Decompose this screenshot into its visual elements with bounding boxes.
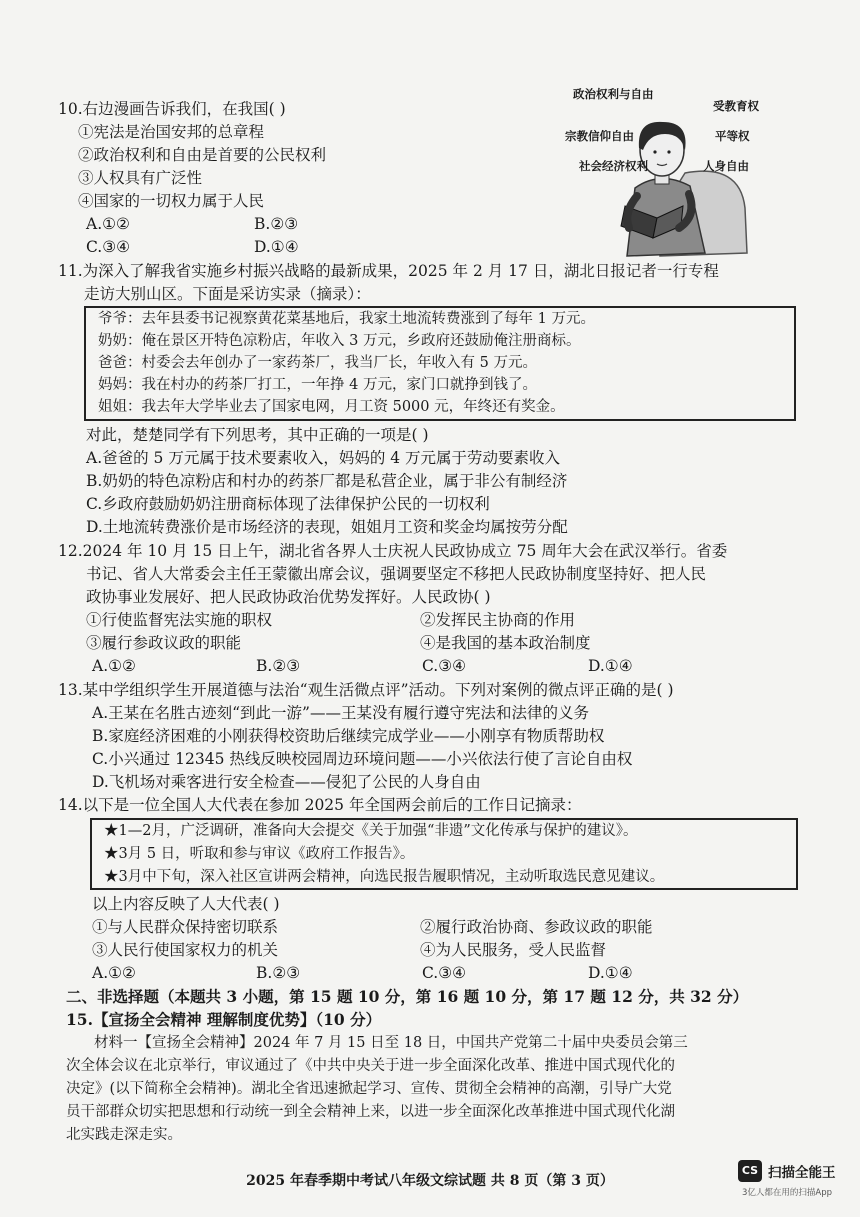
q11-question: 对此，楚楚同学有下列思考，其中正确的一项是( ) — [86, 426, 429, 444]
q11-option-a: A.爸爸的 5 万元属于技术要素收入，妈妈的 4 万元属于劳动要素收入 — [86, 449, 561, 467]
q15-material-line: 员干部群众切实把思想和行动统一到全会精神上来，以进一步全面深化改革推进中国式现代化湖 — [66, 1104, 675, 1120]
scanner-watermark — [738, 1160, 853, 1205]
q12-choice-d: D.①④ — [588, 657, 633, 675]
diary-line: ★1—2月，广泛调研，准备向大会提交《关于加强“非遗”文化传承与保护的建议》。 — [104, 823, 638, 839]
q14-question: 以上内容反映了人大代表( ) — [92, 895, 280, 913]
q14-choice-a: A.①② — [92, 964, 136, 982]
q10-choice-d: D.①④ — [254, 238, 299, 256]
q10-option-1: ①宪法是治国安邦的总章程 — [78, 123, 265, 141]
q14-option-2: ②履行政治协商、参政议政的职能 — [420, 918, 653, 936]
cartoon-label: 宗教信仰自由 — [565, 129, 634, 143]
diary-line: ★3月 5 日，听取和参与审议《政府工作报告》。 — [104, 846, 415, 862]
q12-choice-b: B.②③ — [256, 657, 301, 675]
q15-title: 15.【宣扬全会精神 理解制度优势】（10 分） — [66, 1010, 382, 1029]
q11-option-b: B.奶奶的特色凉粉店和村办的药茶厂都是私营企业，属于非公有制经济 — [86, 472, 568, 490]
q14-choice-c: C.③④ — [422, 964, 467, 982]
q15-material-line: 决定》(以下简称全会精神)。湖北全省迅速掀起学习、宣传、贯彻全会精神的高潮，引导广大党 — [66, 1081, 672, 1097]
q14-diary-box — [90, 818, 798, 890]
section-heading: 二、非选择题（本题共 3 小题，第 15 题 10 分，第 16 题 10 分，第 17 题 12 分，共 32 分） — [66, 987, 749, 1006]
q12-stem-line-1: 12.2024 年 10 月 15 日上午，湖北省各界人士庆祝人民政协成立 75 周年大会在武汉举行。省委 — [58, 542, 728, 560]
q14-option-3: ③人民行使国家权力的机关 — [92, 941, 279, 959]
cartoon-label: 人身自由 — [703, 159, 749, 173]
q14-stem: 14.以下是一位全国人大代表在参加 2025 年全国两会前后的工作日记摘录： — [58, 796, 582, 814]
q14-choice-d: D.①④ — [588, 964, 633, 982]
q11-option-d: D.土地流转费涨价是市场经济的表现，姐姐月工资和奖金均属按劳分配 — [86, 518, 568, 536]
diary-line: ★3月中下旬，深入社区宣讲两会精神，向选民报告履职情况，主动听取选民意见建议。 — [104, 869, 665, 885]
cartoon-label: 平等权 — [715, 129, 750, 143]
q11-interview-box — [84, 306, 796, 421]
q10-option-2: ②政治权利和自由是首要的公民权利 — [78, 146, 327, 164]
interview-line: 妈妈：我在村办的药茶厂打工，一年挣 4 万元，家门口就挣到钱了。 — [98, 377, 537, 393]
q14-option-1: ①与人民群众保持密切联系 — [92, 918, 279, 936]
cartoon-label: 政治权利与自由 — [573, 87, 654, 101]
q13-option-b: B.家庭经济困难的小刚获得校资助后继续完成学业——小刚享有物质帮助权 — [92, 727, 605, 745]
q10-option-4: ④国家的一切权力属于人民 — [78, 192, 265, 210]
q15-material-line: 次全体会议在北京举行，审议通过了《中共中央关于进一步全面深化改革、推进中国式现代化的 — [66, 1058, 675, 1074]
q14-option-4: ④为人民服务，受人民监督 — [420, 941, 607, 959]
q14-choice-b: B.②③ — [256, 964, 301, 982]
q10-choice-c: C.③④ — [86, 238, 131, 256]
q13-option-c: C.小兴通过 12345 热线反映校园周边环境问题——小兴依法行使了言论自由权 — [92, 750, 633, 768]
q10-choice-b: B.②③ — [254, 215, 299, 233]
q13-option-d: D.飞机场对乘客进行安全检查——侵犯了公民的人身自由 — [92, 773, 481, 791]
q12-option-4: ④是我国的基本政治制度 — [420, 634, 591, 652]
q12-option-2: ②发挥民主协商的作用 — [420, 611, 576, 629]
q12-choice-a: A.①② — [92, 657, 136, 675]
q10-stem: 10.右边漫画告诉我们，在我国( ) — [58, 100, 286, 118]
interview-line: 奶奶：俺在景区开特色凉粉店，年收入 3 万元，乡政府还鼓励俺注册商标。 — [98, 333, 581, 349]
q12-stem-line-2: 书记、省人大常委会主任王蒙徽出席会议，强调要坚定不移把人民政协制度坚持好、把人民 — [86, 565, 707, 583]
q10-choice-a: A.①② — [86, 215, 130, 233]
q13-stem: 13.某中学组织学生开展道德与法治“观生活微点评”活动。下列对案例的微点评正确的是( ) — [58, 681, 674, 699]
cartoon-label: 社会经济权利 — [579, 159, 648, 173]
q12-choice-c: C.③④ — [422, 657, 467, 675]
q10-option-3: ③人权具有广泛性 — [78, 169, 203, 187]
interview-line: 爷爷：去年县委书记视察黄花菜基地后，我家土地流转费涨到了每年 1 万元。 — [98, 311, 595, 327]
q15-material-line: 材料一【宣扬全会精神】2024 年 7 月 15 日至 18 日，中国共产党第二十届中央委员会第三 — [94, 1035, 688, 1051]
q15-material-line: 北实践走深走实。 — [66, 1127, 182, 1143]
q11-stem-line-1: 11.为深入了解我省实施乡村振兴战略的最新成果，2025 年 2 月 17 日，湖北日报记者一行专程 — [58, 262, 719, 280]
q11-stem-line-2: 走访大别山区。下面是采访实录（摘录）： — [84, 285, 371, 303]
interview-line: 爸爸：村委会去年创办了一家药茶厂，我当厂长，年收入有 5 万元。 — [98, 355, 537, 371]
q12-option-3: ③履行参政议政的职能 — [86, 634, 242, 652]
cartoon-label: 受教育权 — [713, 99, 759, 113]
camscanner-logo-icon: CS — [738, 1160, 762, 1182]
page-footer: 2025 年春季期中考试八年级文综试题 共 8 页（第 3 页） — [246, 1173, 614, 1189]
q13-option-a: A.王某在名胜古迹刻“到此一游”——王某没有履行遵守宪法和法律的义务 — [92, 704, 589, 722]
watermark-tagline: 3亿人都在用的扫描App — [742, 1188, 833, 1198]
q12-stem-line-3: 政协事业发展好、把人民政协政治优势发挥好。人民政协( ) — [86, 588, 491, 606]
rights-cartoon — [565, 78, 765, 268]
watermark-brand: 扫描全能王 — [768, 1165, 836, 1181]
q11-option-c: C.乡政府鼓励奶奶注册商标体现了法律保护公民的一切权利 — [86, 495, 490, 513]
q12-option-1: ①行使监督宪法实施的职权 — [86, 611, 273, 629]
interview-line: 姐姐：我去年大学毕业去了国家电网，月工资 5000 元，年终还有奖金。 — [98, 399, 565, 415]
